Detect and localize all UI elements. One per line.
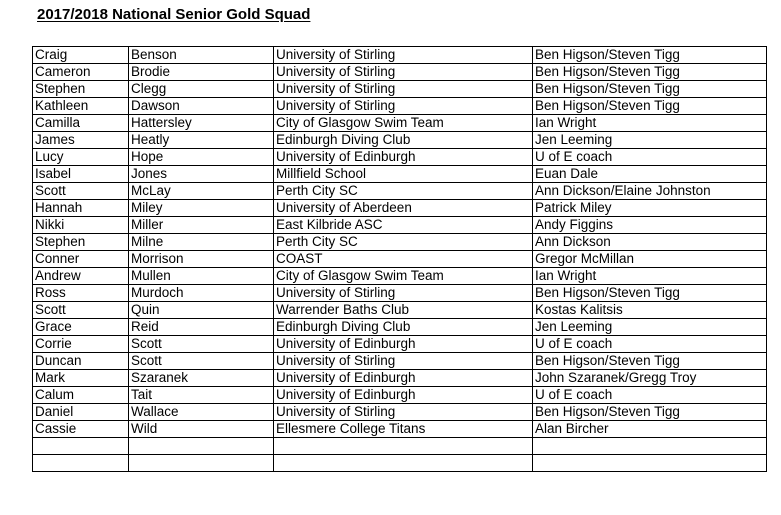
first-name-cell: Conner <box>33 251 129 268</box>
first-name-cell: Cameron <box>33 64 129 81</box>
surname-cell: Miller <box>129 217 274 234</box>
club-cell: East Kilbride ASC <box>274 217 533 234</box>
club-cell: University of Stirling <box>274 353 533 370</box>
coach-cell: Jen Leeming <box>533 319 767 336</box>
club-cell: Edinburgh Diving Club <box>274 319 533 336</box>
club-cell: University of Stirling <box>274 98 533 115</box>
surname-cell: Morrison <box>129 251 274 268</box>
club-cell: Perth City SC <box>274 234 533 251</box>
coach-cell: U of E coach <box>533 336 767 353</box>
first-name-cell: Andrew <box>33 268 129 285</box>
surname-cell: Reid <box>129 319 274 336</box>
first-name-cell: Scott <box>33 302 129 319</box>
club-cell: Millfield School <box>274 166 533 183</box>
table-row <box>33 268 767 285</box>
table-row <box>33 166 767 183</box>
first-name-cell: Ross <box>33 285 129 302</box>
club-cell: University of Stirling <box>274 47 533 64</box>
table-row <box>33 149 767 166</box>
empty-table-row <box>33 438 767 455</box>
table-row <box>33 132 767 149</box>
table-row <box>33 234 767 251</box>
table-row <box>33 217 767 234</box>
surname-cell: Miley <box>129 200 274 217</box>
surname-cell: Quin <box>129 302 274 319</box>
club-cell: City of Glasgow Swim Team <box>274 115 533 132</box>
first-name-cell: Grace <box>33 319 129 336</box>
coach-cell: Ben Higson/Steven Tigg <box>533 404 767 421</box>
surname-cell: Benson <box>129 47 274 64</box>
coach-cell: Ian Wright <box>533 268 767 285</box>
first-name-cell: Mark <box>33 370 129 387</box>
surname-cell: Clegg <box>129 81 274 98</box>
coach-cell: Jen Leeming <box>533 132 767 149</box>
coach-cell: Ben Higson/Steven Tigg <box>533 98 767 115</box>
first-name-cell: Stephen <box>33 81 129 98</box>
table-row <box>33 336 767 353</box>
empty-cell <box>33 455 129 472</box>
table-row <box>33 81 767 98</box>
surname-cell: Szaranek <box>129 370 274 387</box>
first-name-cell: Hannah <box>33 200 129 217</box>
first-name-cell: Lucy <box>33 149 129 166</box>
surname-cell: McLay <box>129 183 274 200</box>
club-cell: University of Edinburgh <box>274 149 533 166</box>
club-cell: Ellesmere College Titans <box>274 421 533 438</box>
club-cell: University of Aberdeen <box>274 200 533 217</box>
coach-cell: U of E coach <box>533 149 767 166</box>
coach-cell: Ben Higson/Steven Tigg <box>533 47 767 64</box>
coach-cell: John Szaranek/Gregg Troy <box>533 370 767 387</box>
table-row <box>33 387 767 404</box>
surname-cell: Hattersley <box>129 115 274 132</box>
first-name-cell: Daniel <box>33 404 129 421</box>
first-name-cell: Stephen <box>33 234 129 251</box>
coach-cell: Ben Higson/Steven Tigg <box>533 81 767 98</box>
table-row <box>33 47 767 64</box>
first-name-cell: Craig <box>33 47 129 64</box>
table-row <box>33 319 767 336</box>
first-name-cell: Scott <box>33 183 129 200</box>
first-name-cell: Calum <box>33 387 129 404</box>
coach-cell: Gregor McMillan <box>533 251 767 268</box>
club-cell: Edinburgh Diving Club <box>274 132 533 149</box>
surname-cell: Heatly <box>129 132 274 149</box>
coach-cell: Euan Dale <box>533 166 767 183</box>
squad-table-body <box>33 47 767 472</box>
club-cell: University of Stirling <box>274 285 533 302</box>
table-row <box>33 404 767 421</box>
surname-cell: Wild <box>129 421 274 438</box>
club-cell: COAST <box>274 251 533 268</box>
surname-cell: Murdoch <box>129 285 274 302</box>
club-cell: University of Edinburgh <box>274 370 533 387</box>
coach-cell: Ann Dickson/Elaine Johnston <box>533 183 767 200</box>
table-row <box>33 200 767 217</box>
table-row <box>33 370 767 387</box>
coach-cell: Andy Figgins <box>533 217 767 234</box>
empty-cell <box>129 438 274 455</box>
club-cell: City of Glasgow Swim Team <box>274 268 533 285</box>
table-row <box>33 183 767 200</box>
surname-cell: Milne <box>129 234 274 251</box>
coach-cell: U of E coach <box>533 387 767 404</box>
club-cell: University of Stirling <box>274 81 533 98</box>
first-name-cell: Cassie <box>33 421 129 438</box>
empty-cell <box>533 438 767 455</box>
first-name-cell: Duncan <box>33 353 129 370</box>
table-row <box>33 285 767 302</box>
surname-cell: Scott <box>129 336 274 353</box>
surname-cell: Tait <box>129 387 274 404</box>
coach-cell: Ben Higson/Steven Tigg <box>533 285 767 302</box>
first-name-cell: James <box>33 132 129 149</box>
empty-table-row <box>33 455 767 472</box>
surname-cell: Scott <box>129 353 274 370</box>
coach-cell: Ben Higson/Steven Tigg <box>533 64 767 81</box>
empty-cell <box>274 438 533 455</box>
empty-cell <box>274 455 533 472</box>
empty-cell <box>129 455 274 472</box>
table-row <box>33 251 767 268</box>
document-title: 2017/2018 National Senior Gold Squad <box>37 6 311 23</box>
empty-cell <box>33 438 129 455</box>
first-name-cell: Kathleen <box>33 98 129 115</box>
coach-cell: Ann Dickson <box>533 234 767 251</box>
coach-cell: Ian Wright <box>533 115 767 132</box>
squad-table <box>32 46 767 472</box>
empty-cell <box>533 455 767 472</box>
table-row <box>33 421 767 438</box>
surname-cell: Jones <box>129 166 274 183</box>
surname-cell: Wallace <box>129 404 274 421</box>
table-row <box>33 64 767 81</box>
surname-cell: Hope <box>129 149 274 166</box>
coach-cell: Patrick Miley <box>533 200 767 217</box>
first-name-cell: Camilla <box>33 115 129 132</box>
club-cell: University of Stirling <box>274 64 533 81</box>
club-cell: Warrender Baths Club <box>274 302 533 319</box>
first-name-cell: Corrie <box>33 336 129 353</box>
coach-cell: Kostas Kalitsis <box>533 302 767 319</box>
club-cell: University of Edinburgh <box>274 336 533 353</box>
coach-cell: Ben Higson/Steven Tigg <box>533 353 767 370</box>
table-row <box>33 302 767 319</box>
surname-cell: Dawson <box>129 98 274 115</box>
table-row <box>33 98 767 115</box>
table-row <box>33 115 767 132</box>
club-cell: Perth City SC <box>274 183 533 200</box>
surname-cell: Brodie <box>129 64 274 81</box>
surname-cell: Mullen <box>129 268 274 285</box>
coach-cell: Alan Bircher <box>533 421 767 438</box>
first-name-cell: Nikki <box>33 217 129 234</box>
club-cell: University of Edinburgh <box>274 387 533 404</box>
club-cell: University of Stirling <box>274 404 533 421</box>
table-row <box>33 353 767 370</box>
first-name-cell: Isabel <box>33 166 129 183</box>
